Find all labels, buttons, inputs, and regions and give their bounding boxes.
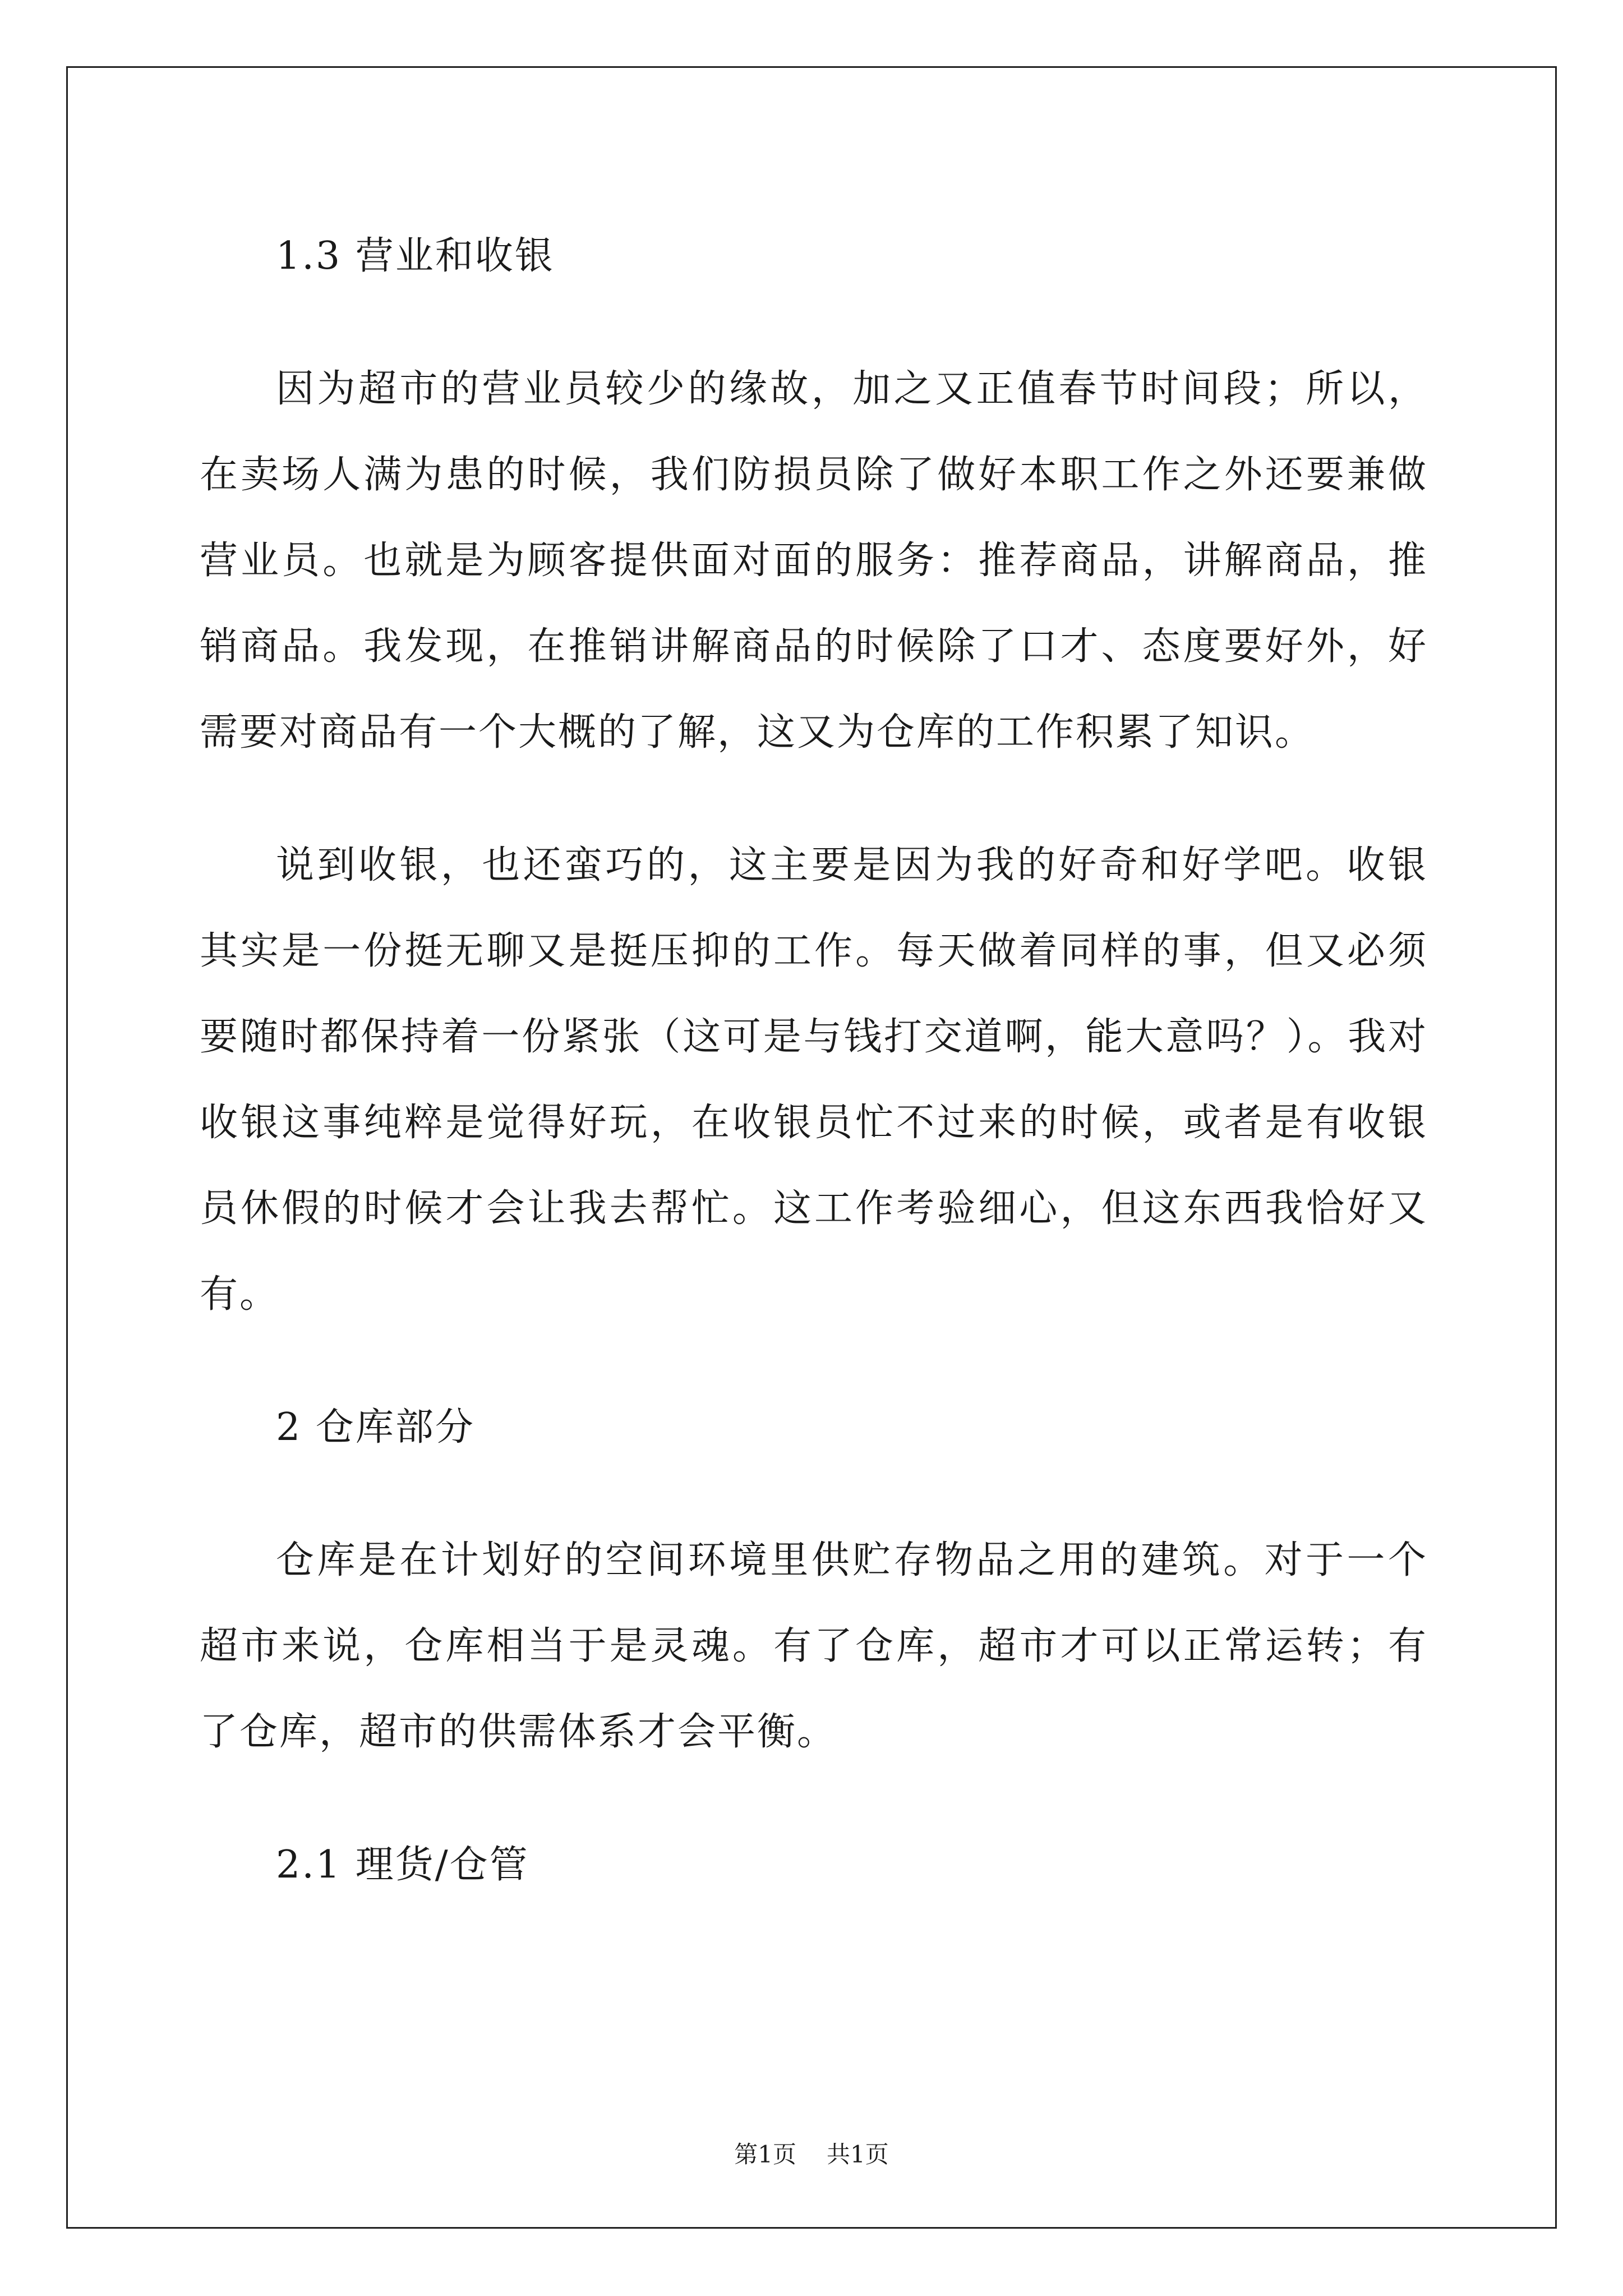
paragraph-line: 要随时都保持着一份紧张（这可是与钱打交道啊，能大意吗？）。我对 [200,1015,1428,1059]
paragraph-line: 收银这事纯粹是觉得好玩，在收银员忙不过来的时候，或者是有收银 [200,1101,1428,1145]
paragraph [200,346,1428,775]
paragraph [200,822,1428,1337]
paragraph-line: 仓库是在计划好的空间环境里供贮存物品之用的建筑。对于一个 [276,1538,1428,1582]
page-number-total: 共1页 [827,2141,889,2168]
paragraph-line: 超市来说，仓库相当于是灵魂。有了仓库，超市才可以正常运转；有 [200,1624,1428,1668]
paragraph-line: 因为超市的营业员较少的缘故，加之又正值春节时间段；所以， [276,367,1428,411]
paragraph-line: 说到收银，也还蛮巧的，这主要是因为我的好奇和好学吧。收银 [276,843,1428,887]
document-body [200,213,1428,1908]
spacer [200,299,1428,346]
page-footer [0,2136,1623,2170]
spacer [200,1337,1428,1384]
paragraph-line: 了仓库，超市的供需体系才会平衡。 [200,1710,837,1754]
page-number-current: 第1页 [734,2141,796,2168]
section-heading: 2.1 理货/仓管 [276,1843,529,1887]
paragraph-line: 员休假的时候才会让我去帮忙。这工作考验细心，但这东西我恰好又 [200,1186,1428,1231]
paragraph-line: 营业员。也就是为顾客提供面对面的服务：推荐商品，讲解商品，推 [200,539,1428,583]
spacer [200,775,1428,822]
paragraph-line: 在卖场人满为患的时候，我们防损员除了做好本职工作之外还要兼做 [200,453,1428,497]
section-heading: 2 仓库部分 [276,1405,475,1450]
paragraph-line: 销商品。我发现，在推销讲解商品的时候除了口才、态度要好外，好 [200,624,1428,669]
section-heading: 1.3 营业和收银 [276,234,555,278]
spacer [200,1775,1428,1822]
paragraph-line: 需要对商品有一个大概的了解，这又为仓库的工作积累了知识。 [200,710,1315,754]
paragraph-line: 有。 [200,1272,280,1317]
paragraph [200,1517,1428,1775]
paragraph-line: 其实是一份挺无聊又是挺压抑的工作。每天做着同样的事，但又必须 [200,929,1428,973]
spacer [200,1470,1428,1517]
